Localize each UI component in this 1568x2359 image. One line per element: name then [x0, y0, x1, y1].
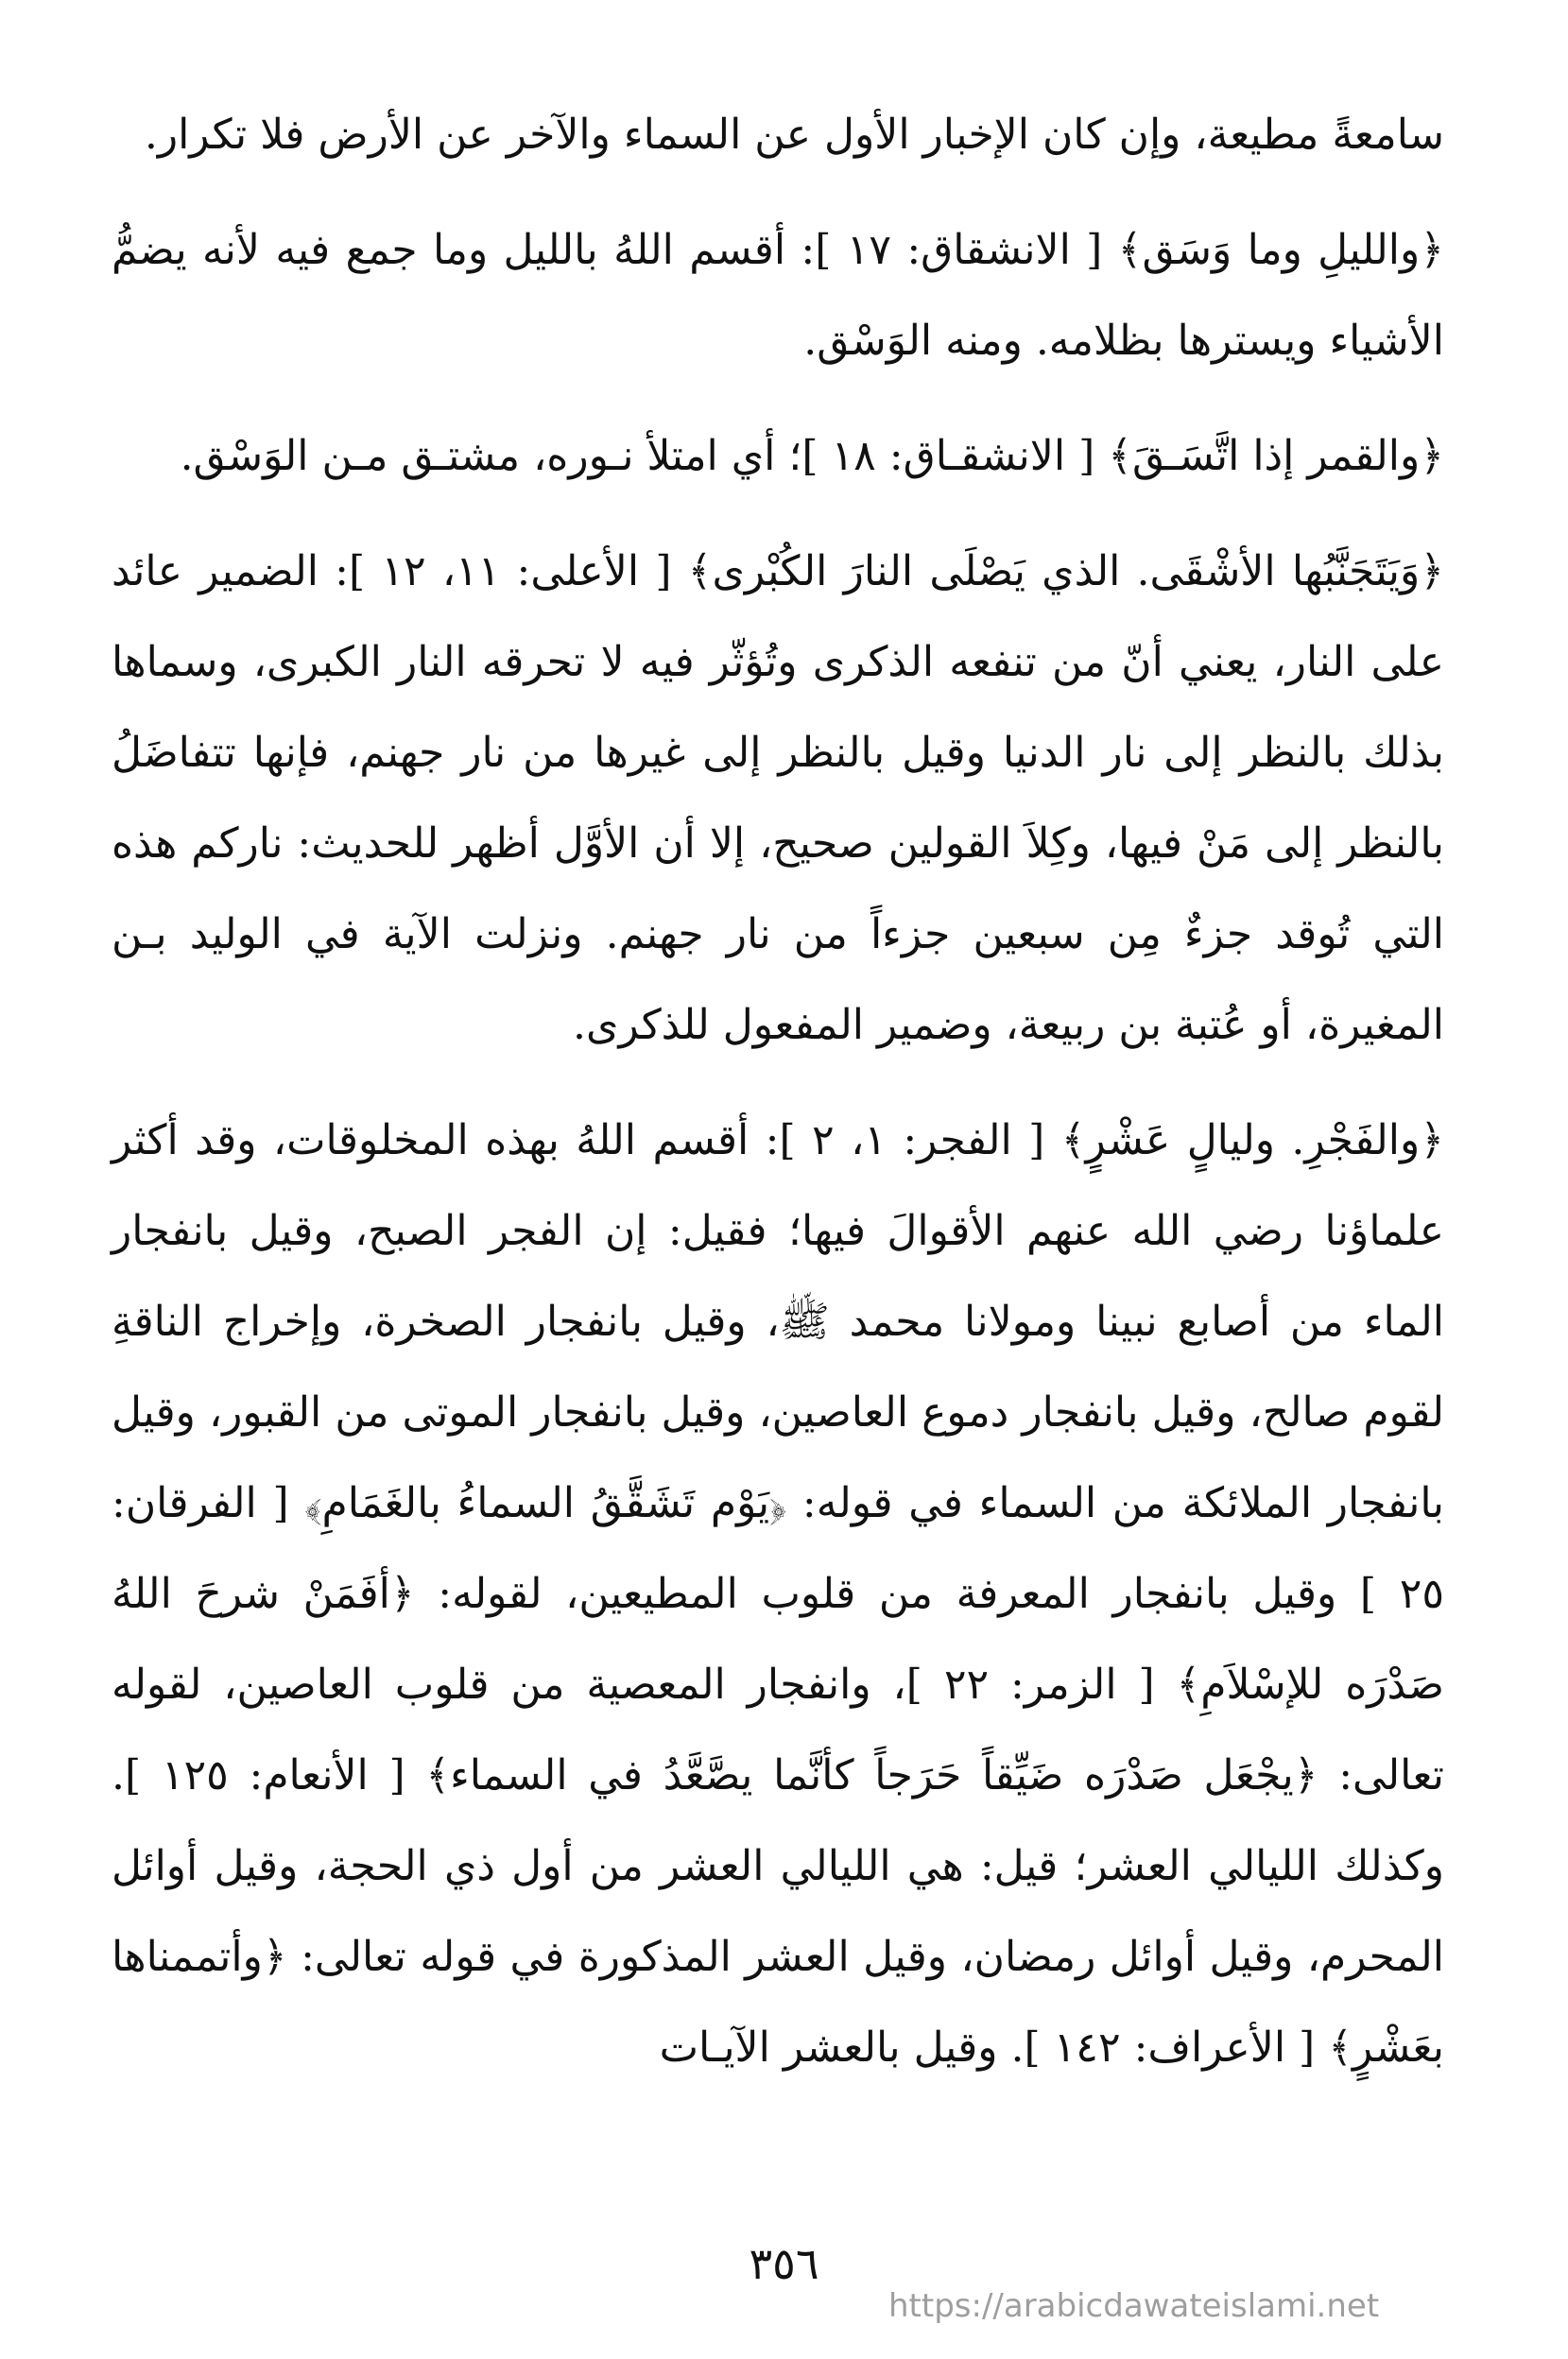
page-number: ٣٥٦ [749, 2238, 819, 2289]
paragraph-night-verse: ﴿والليلِ وما وَسَق﴾ [ الانشقاق: ١٧ ]: أقسم اللهُ بالليل وما جمع فيه لأنه يضمُّ الأشياء ويسترها بظلامه. ومنه الوَسْق. [112, 226, 1444, 365]
paragraph-continuation: سامعةً مطيعة، وإن كان الإخبار الأول عن السماء والآخر عن الأرض فلا تكرار. [144, 111, 1444, 159]
paragraph-dawn-verse: ﴿والفَجْرِ. وليالٍ عَشْرٍ﴾ [ الفجر: ١، ٢ ]: أقسم اللهُ بهذه المخلوقات، وقد أكثر علماؤنا رضي الله عنهم الأقوالَ فيها؛ فقيل: إن الفجر الصبح، وقيل بانفجار الماء من أصابع نبينا ومولانا محمد ﷺ، وقيل بانفجار الصخرة، وإخراج الناقةِ لقوم صالح، وقيل بانفجار دموع العاصين، وقيل بانفجار الموتى من القبور، وقيل بانفجار الملائكة من السماء في قوله: ﴿يَوْم تَشَقَّقُ السماءُ بالغَمَامِ﴾ [ الفرقان: ٢٥ ] وقيل بانفجار المعرفة من قلوب المطيعين، لقوله: ﴿أفَمَنْ شرحَ اللهُ صَدْرَه للإسْلاَمِ﴾ [ الزمر: ٢٢ ]، وانفجار المعصية من قلوب العاصين، لقوله تعالى: ﴿يجْعَل صَدْرَه ضَيِّقاً حَرَجاً كأنَّما يصَّعَّدُ في السماء﴾ [ الأنعام: ١٢٥ ]. وكذلك الليالي العشر؛ قيل: هي الليالي العشر من أول ذي الحجة، وقيل أوائل المحرم، وقيل أوائل رمضان، وقيل العشر المذكورة في قوله تعالى: ﴿وأتممناها بعَشْرٍ﴾ [ الأعراف: ١٤٢ ]. وقيل بالعشر الآيـات [112, 1116, 1445, 2072]
book-page-text [112, 90, 1444, 2118]
paragraph-fire-verse: ﴿وَيَتَجَنَّبُها الأشْقَى. الذي يَصْلَى النارَ الكُبْرى﴾ [ الأعلى: ١١، ١٢ ]: الضمير عائد على النار، يعني أنّ من تنفعه الذكرى وتُؤثّر فيه لا تحرقه النار الكبرى، وسماها بذلك بالنظر إلى نار الدنيا وقيل بالنظر إلى غيرها من نار جهنم، فإنها تتفاضَلُ بالنظر إلى مَنْ فيها، وكِلاَ القولين صحيح، إلا أن الأوَّل أظهر للحديث: ناركم هذه التي تُوقد جزءٌ مِن سبعين جزءاً من نار جهنم. ونزلت الآية في الوليد بـن المغيرة، أو عُتبة بن ربيعة، وضمير المفعول للذكرى. [112, 547, 1445, 1049]
paragraph-moon-verse: ﴿والقمر إذا اتَّسَـقَ﴾ [ الانشقـاق: ١٨ ]؛ أي امتلأ نـوره، مشتـق مـن الوَسْق. [180, 432, 1444, 480]
watermark-url: https://arabicdawateislami.net [888, 2287, 1380, 2325]
